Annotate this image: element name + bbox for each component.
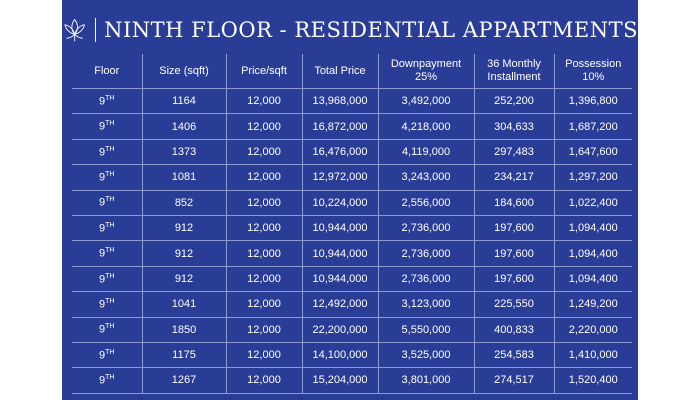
monthly-cell: 184,600 <box>474 190 554 215</box>
down-cell: 5,550,000 <box>378 317 474 342</box>
price-sheet <box>62 0 638 400</box>
column-header: Price/sqft <box>226 54 302 89</box>
table-row <box>72 266 632 291</box>
size-cell: 912 <box>142 241 226 266</box>
down-cell: 3,492,000 <box>378 89 474 114</box>
down-cell: 2,556,000 <box>378 190 474 215</box>
size-cell: 912 <box>142 215 226 240</box>
monthly-cell: 234,217 <box>474 165 554 190</box>
possession-cell: 1,297,200 <box>554 165 632 190</box>
floor-cell: 9TH <box>72 368 142 393</box>
price-cell: 12,000 <box>226 139 302 164</box>
monthly-cell: 197,600 <box>474 266 554 291</box>
price-cell: 12,000 <box>226 342 302 367</box>
possession-cell: 1,520,400 <box>554 368 632 393</box>
table-row <box>72 139 632 164</box>
total-cell: 22,200,000 <box>302 317 378 342</box>
floor-cell: 9TH <box>72 215 142 240</box>
column-header: Total Price <box>302 54 378 89</box>
monthly-cell: 197,600 <box>474 215 554 240</box>
column-header: Size (sqft) <box>142 54 226 89</box>
down-cell: 3,243,000 <box>378 165 474 190</box>
down-cell: 3,801,000 <box>378 368 474 393</box>
down-cell: 3,525,000 <box>378 342 474 367</box>
price-cell: 12,000 <box>226 368 302 393</box>
table-row <box>72 114 632 139</box>
possession-cell: 2,220,000 <box>554 317 632 342</box>
size-cell: 1081 <box>142 165 226 190</box>
price-cell: 12,000 <box>226 266 302 291</box>
possession-cell: 1,687,200 <box>554 114 632 139</box>
table-row <box>72 165 632 190</box>
floor-cell: 9TH <box>72 139 142 164</box>
monthly-cell: 252,200 <box>474 89 554 114</box>
monthly-cell: 304,633 <box>474 114 554 139</box>
header <box>62 8 638 52</box>
floor-cell: 9TH <box>72 292 142 317</box>
possession-cell: 1,647,600 <box>554 139 632 164</box>
floor-cell: 9TH <box>72 190 142 215</box>
monthly-cell: 274,517 <box>474 368 554 393</box>
table-body <box>72 89 632 394</box>
table-row <box>72 342 632 367</box>
price-cell: 12,000 <box>226 292 302 317</box>
floor-cell: 9TH <box>72 317 142 342</box>
size-cell: 852 <box>142 190 226 215</box>
possession-cell: 1,094,400 <box>554 241 632 266</box>
price-cell: 12,000 <box>226 215 302 240</box>
monthly-cell: 197,600 <box>474 241 554 266</box>
page-title: NINTH FLOOR - RESIDENTIAL APPARTMENTS <box>104 18 638 42</box>
column-header: Possession 10% <box>554 54 632 89</box>
possession-cell: 1,410,000 <box>554 342 632 367</box>
total-cell: 10,224,000 <box>302 190 378 215</box>
price-cell: 12,000 <box>226 241 302 266</box>
total-cell: 10,944,000 <box>302 215 378 240</box>
down-cell: 2,736,000 <box>378 241 474 266</box>
size-cell: 1175 <box>142 342 226 367</box>
possession-cell: 1,022,400 <box>554 190 632 215</box>
flower-logo-icon <box>62 12 87 48</box>
total-cell: 12,972,000 <box>302 165 378 190</box>
total-cell: 15,204,000 <box>302 368 378 393</box>
floor-cell: 9TH <box>72 266 142 291</box>
column-header: 36 Monthly Installment <box>474 54 554 89</box>
price-cell: 12,000 <box>226 165 302 190</box>
price-cell: 12,000 <box>226 317 302 342</box>
size-cell: 1850 <box>142 317 226 342</box>
table-row <box>72 368 632 393</box>
down-cell: 2,736,000 <box>378 266 474 291</box>
down-cell: 2,736,000 <box>378 215 474 240</box>
total-cell: 10,944,000 <box>302 266 378 291</box>
monthly-cell: 297,483 <box>474 139 554 164</box>
monthly-cell: 400,833 <box>474 317 554 342</box>
monthly-cell: 225,550 <box>474 292 554 317</box>
table-row <box>72 215 632 240</box>
price-cell: 12,000 <box>226 114 302 139</box>
total-cell: 13,968,000 <box>302 89 378 114</box>
size-cell: 1041 <box>142 292 226 317</box>
floor-cell: 9TH <box>72 342 142 367</box>
possession-cell: 1,094,400 <box>554 266 632 291</box>
table-row <box>72 292 632 317</box>
monthly-cell: 254,583 <box>474 342 554 367</box>
size-cell: 1164 <box>142 89 226 114</box>
table-row <box>72 190 632 215</box>
down-cell: 4,218,000 <box>378 114 474 139</box>
floor-cell: 9TH <box>72 89 142 114</box>
price-cell: 12,000 <box>226 190 302 215</box>
floor-cell: 9TH <box>72 241 142 266</box>
total-cell: 14,100,000 <box>302 342 378 367</box>
column-header: Floor <box>94 64 120 77</box>
table-row <box>72 241 632 266</box>
column-header: Downpayment 25% <box>378 54 474 89</box>
possession-cell: 1,094,400 <box>554 215 632 240</box>
possession-cell: 1,396,800 <box>554 89 632 114</box>
floor-cell: 9TH <box>72 165 142 190</box>
table-row <box>72 89 632 114</box>
size-cell: 1267 <box>142 368 226 393</box>
size-cell: 912 <box>142 266 226 291</box>
down-cell: 4,119,000 <box>378 139 474 164</box>
size-cell: 1373 <box>142 139 226 164</box>
title-separator <box>95 18 96 42</box>
price-table <box>72 54 632 394</box>
possession-cell: 1,249,200 <box>554 292 632 317</box>
floor-cell: 9TH <box>72 114 142 139</box>
table-header-row <box>72 54 632 89</box>
price-cell: 12,000 <box>226 89 302 114</box>
total-cell: 10,944,000 <box>302 241 378 266</box>
down-cell: 3,123,000 <box>378 292 474 317</box>
size-cell: 1406 <box>142 114 226 139</box>
total-cell: 16,872,000 <box>302 114 378 139</box>
table-row <box>72 317 632 342</box>
total-cell: 12,492,000 <box>302 292 378 317</box>
total-cell: 16,476,000 <box>302 139 378 164</box>
